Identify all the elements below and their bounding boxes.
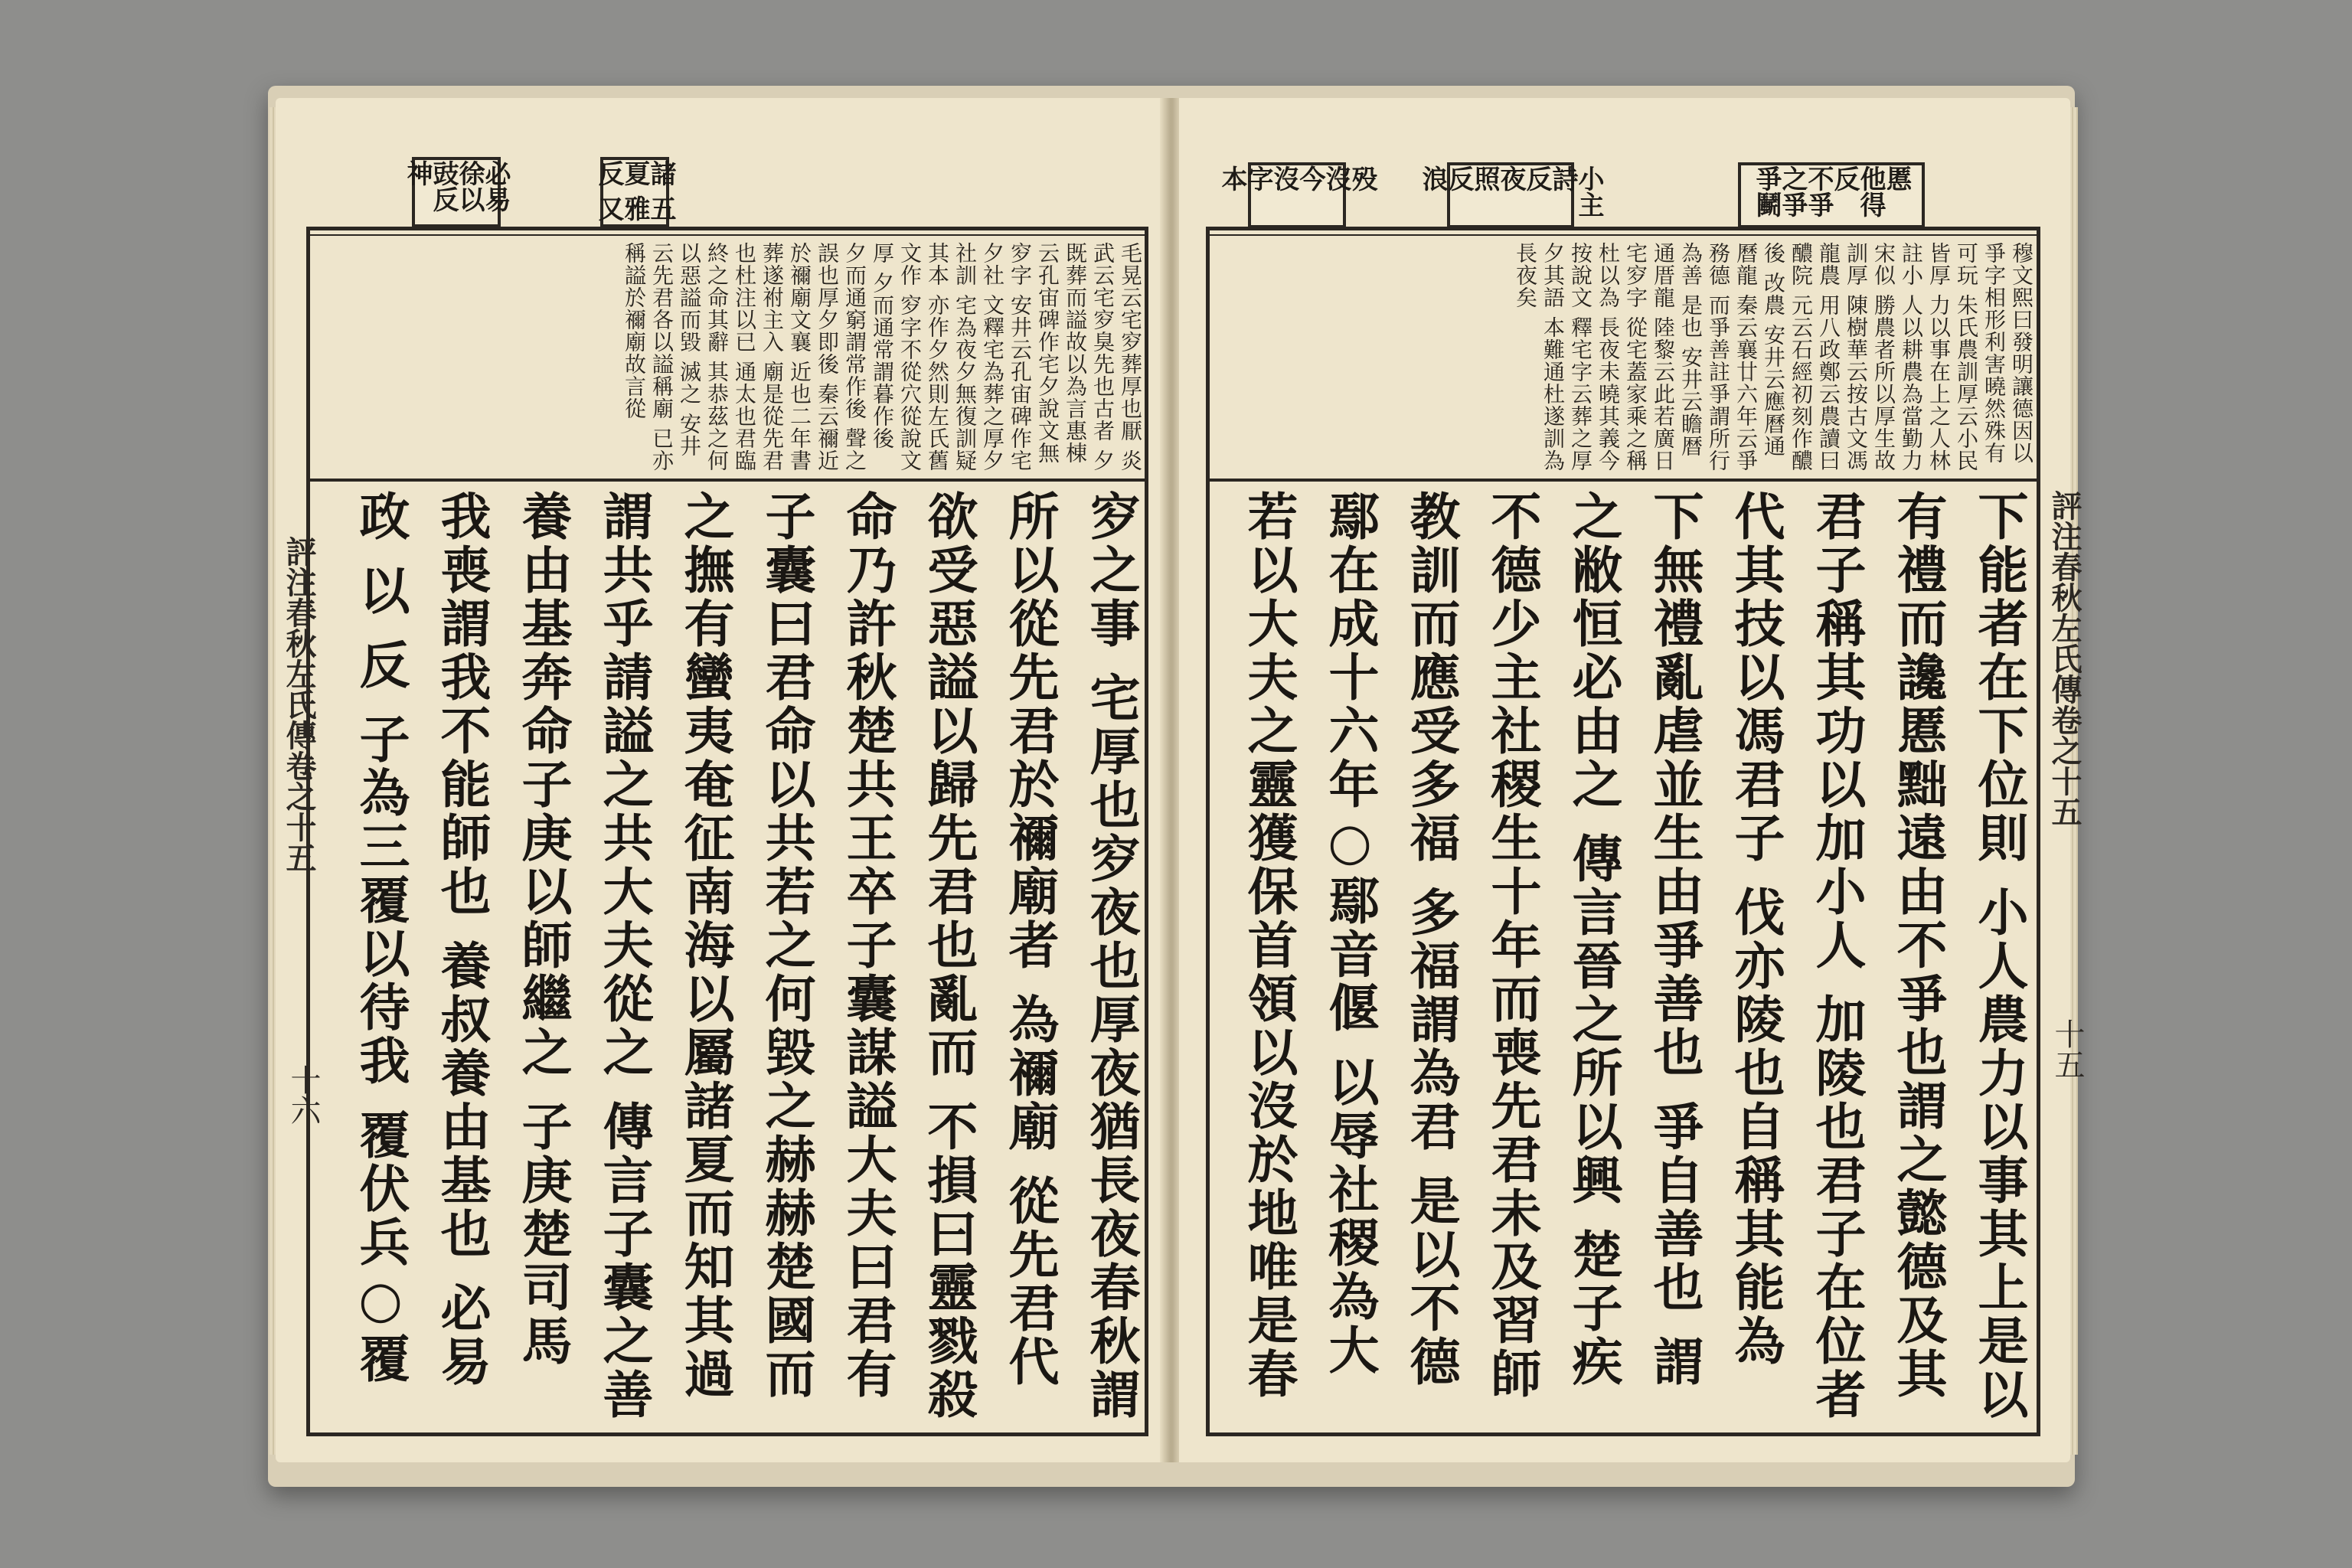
right-column-4: 代其技以馮君子 伐亦陵也自稱其能為 (1726, 490, 1785, 1368)
left-folio: 十六 (286, 1064, 321, 1125)
right-column-5: 下無禮亂虐並生由爭善也 爭自善也 謂 (1645, 490, 1704, 1389)
right-divider-rule (1206, 479, 2040, 482)
left-column-10: 政 以 反 子為三覆以待我 覆伏兵○覆 (351, 490, 410, 1386)
right-column-10: 若以大夫之靈獲保首領以沒於地唯是春 (1239, 490, 1298, 1401)
left-column-2: 所以從先君於禰廟者 為禰廟 從先君代 (1000, 490, 1060, 1389)
right-header-gloss-1 (1738, 162, 1925, 228)
left-column-1: 穸之事 宅厚也穸夜也厚夜猶長夜春秋謂 (1081, 490, 1141, 1422)
left-header-gloss-2 (593, 157, 676, 227)
left-header-gloss-1 (402, 157, 511, 227)
right-margin-title: 評注春秋左氏傳卷之十五 (2047, 490, 2082, 827)
left-column-3: 欲受惡謚以歸先君也亂而 不損曰靈戮殺 (919, 490, 978, 1422)
right-header-gloss-3-text: 殁 沒 今 沒 字 本 (1217, 165, 1377, 191)
right-column-6: 之敝恒必由之 傳言晉之所以興 楚子疾 (1563, 490, 1623, 1389)
left-top-rule (306, 234, 1148, 236)
right-column-3: 君子稱其功以加小人 加陵也君子在位者 (1807, 490, 1867, 1422)
right-top-rule (1206, 234, 2040, 236)
right-column-2: 有禮而讒慝黜遠由不爭也謂之懿德及其 (1888, 490, 1948, 1401)
right-header-gloss-1-text: 慝 他得 反 不爭 之爭 爭鬭 (1751, 165, 1912, 217)
right-header-gloss-3 (1217, 162, 1377, 228)
right-column-1: 下能者在下位則 小人農力以事其上是以 (1969, 490, 2029, 1422)
left-column-6: 之撫有蠻夷奄征南海以屬諸夏而知其過 (675, 490, 735, 1401)
left-header-gloss-1-text: 必易 徐以 豉反 神 (402, 160, 511, 212)
left-divider-rule (306, 479, 1148, 482)
left-column-9: 我喪謂我不能師也 養叔養由基也 必易 (432, 490, 492, 1389)
right-folio: 十五 (2050, 1018, 2085, 1080)
left-column-7: 謂共乎請謚之共大夫從之 傳言子囊之善 (594, 490, 654, 1422)
left-margin-title: 評注春秋左氏傳卷之十五 (281, 536, 317, 873)
left-column-4: 命乃許秋楚共王卒子囊謀謚大夫曰君有 (838, 490, 897, 1401)
left-commentary: 毛晃云宅穸葬厚也厭 炎武云宅穸臭先也古者 夕 既葬而謚故以為言惠棟 云孔宙碑作宅夕說文無 穸字 安井云孔宙碑作宅夕社 文釋宅為葬之厚夕社訓 宅為夜夕無復訓疑其本 亦作夕然則左氏舊文作 穸字不從穴從說文厚 夕而通常謂暮作後 夕而通窮謂常作後 聲之誤也厚夕即後 秦云禰近於禰廟文襄 近也二年書葬遂祔主入 廟是從先君也杜注以已 通太也君臨終之命其辭 其恭茲之何以惡謚而毀 滅之 安井云先君各以謚稱廟 已亦稱謚於禰廟故言從 (622, 242, 1143, 472)
right-column-9: 鄢在成十六年○鄢音偃 以辱社稷為大 (1320, 490, 1380, 1377)
left-column-8: 養由基奔命子庚以師繼之 子庚楚司馬 (513, 490, 573, 1368)
left-header-gloss-2-text: 諸 五 夏 雅 反 又 (593, 160, 676, 221)
right-commentary: 穆文熙曰發明讓德因以 爭字相形利害曉然殊有 可玩 朱氏農訓厚云小民皆厚 力以事在上之人林註小 人以耕農為當勤力宋似 勝農者所以厚生故訓厚 陳樹華云按古文馮龍農 用八政鄭云農讀曰醲院 元云石經初刻作醲後 改農 安井云應曆通曆龍 秦云襄廿六年云爭務德 而爭善註爭謂所行為善 是也 安井云瞻暦通厝龍 陸黎云此若廣日宅穸字 從宅蓋家乘之稱杜以為 長夜未曉其義今按說文 釋宅字云葬之厚夕其語 本難通杜遂訓為長夜矣 (1513, 242, 2034, 472)
right-header-gloss-2-text: 小主 詩 反 夜 照 反 浪 (1417, 165, 1604, 217)
left-column-5: 子囊曰君命以共若之何毀之赫赫楚國而 (756, 490, 816, 1401)
right-column-8: 教訓而應受多福 多福謂為君 是以不德 (1401, 490, 1461, 1389)
right-header-gloss-2 (1417, 162, 1604, 228)
right-column-7: 不德少主社稷生十年而喪先君未及習師 (1482, 490, 1542, 1401)
